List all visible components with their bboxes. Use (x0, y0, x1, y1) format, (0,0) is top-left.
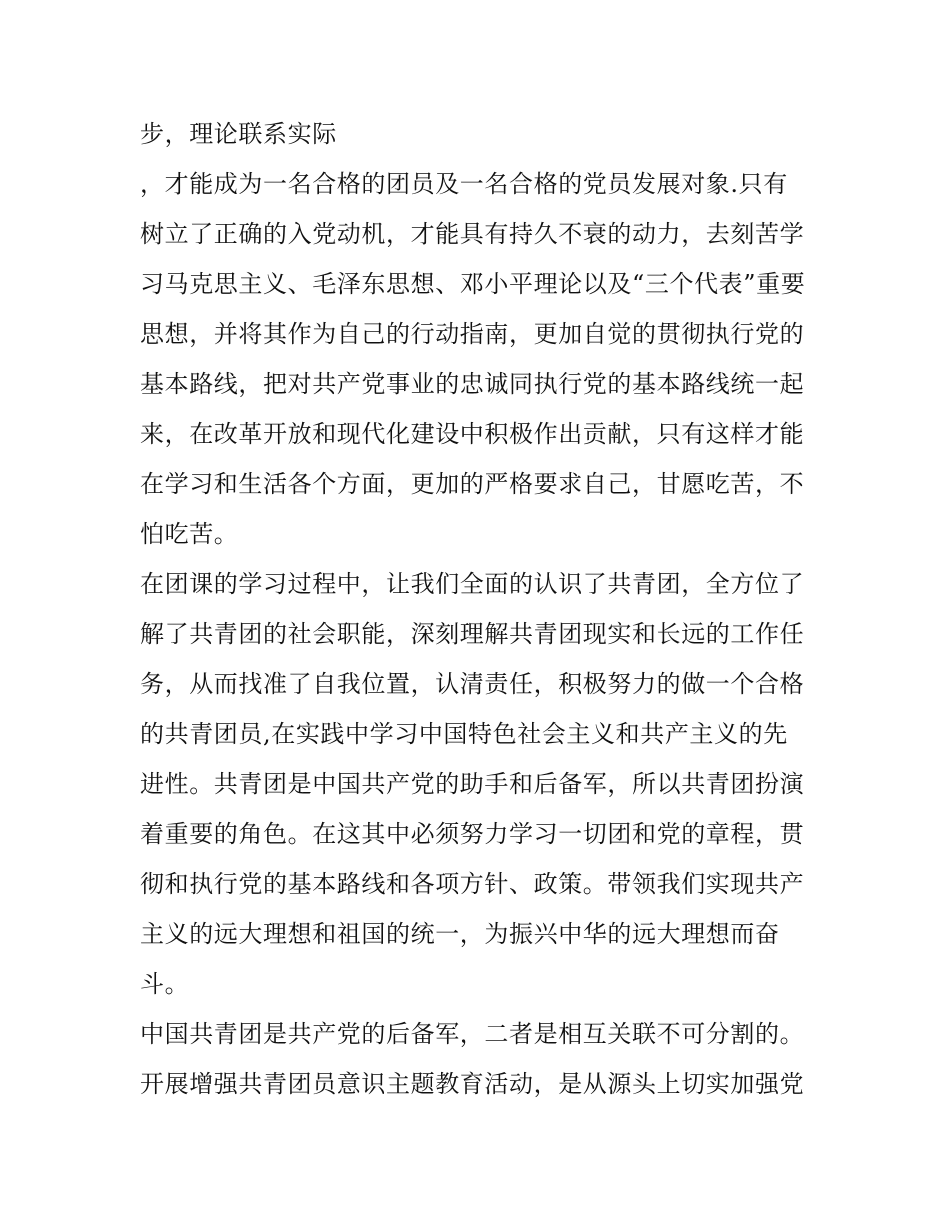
text-line-10: 在团课的学习过程中，让我们全面的认识了共青团，全方位了 (140, 570, 805, 598)
document-body (140, 109, 830, 1109)
text-line-6: 基本路线，把对共产党事业的忠诚同执行党的基本路线统一起 (140, 370, 805, 398)
text-line-19: 中国共青团是共产党的后备军，二者是相互关联不可分割的。 (140, 1020, 805, 1048)
text-line-18: 斗。 (140, 970, 190, 998)
text-line-14: 进性。共青团是中国共产党的助手和后备军，所以共青团扮演 (140, 770, 805, 798)
text-line-1: 步，理论联系实际 (140, 120, 337, 148)
text-line-9: 怕吃苦。 (140, 520, 239, 548)
text-line-15: 着重要的角色。在这其中必须努力学习一切团和党的章程，贯 (140, 820, 805, 848)
text-line-13: 的共青团员,在实践中学习中国特色社会主义和共产主义的先 (140, 720, 788, 748)
text-line-8: 在学习和生活各个方面，更加的严格要求自己，甘愿吃苦，不 (140, 470, 805, 498)
text-line-5: 思想，并将其作为自己的行动指南，更加自觉的贯彻执行党的 (140, 320, 805, 348)
text-line-12: 务，从而找准了自我位置，认清责任，积极努力的做一个合格 (140, 670, 805, 698)
text-line-7: 来，在改革开放和现代化建设中积极作出贡献，只有这样才能 (140, 420, 805, 448)
text-line-11: 解了共青团的社会职能，深刻理解共青团现实和长远的工作任 (140, 620, 805, 648)
text-line-2: ，才能成为一名合格的团员及一名合格的党员发展对象.只有 (140, 170, 788, 198)
text-line-16: 彻和执行党的基本路线和各项方针、政策。带领我们实现共产 (140, 870, 805, 898)
text-line-4: 习马克思主义、毛泽东思想、邓小平理论以及“三个代表”重要 (140, 270, 806, 298)
text-line-3: 树立了正确的入党动机，才能具有持久不衰的动力，去刻苦学 (140, 220, 805, 248)
text-line-20: 开展增强共青团员意识主题教育活动，是从源头上切实加强党 (140, 1070, 805, 1098)
text-line-17: 主义的远大理想和祖国的统一，为振兴中华的远大理想而奋 (140, 920, 780, 948)
